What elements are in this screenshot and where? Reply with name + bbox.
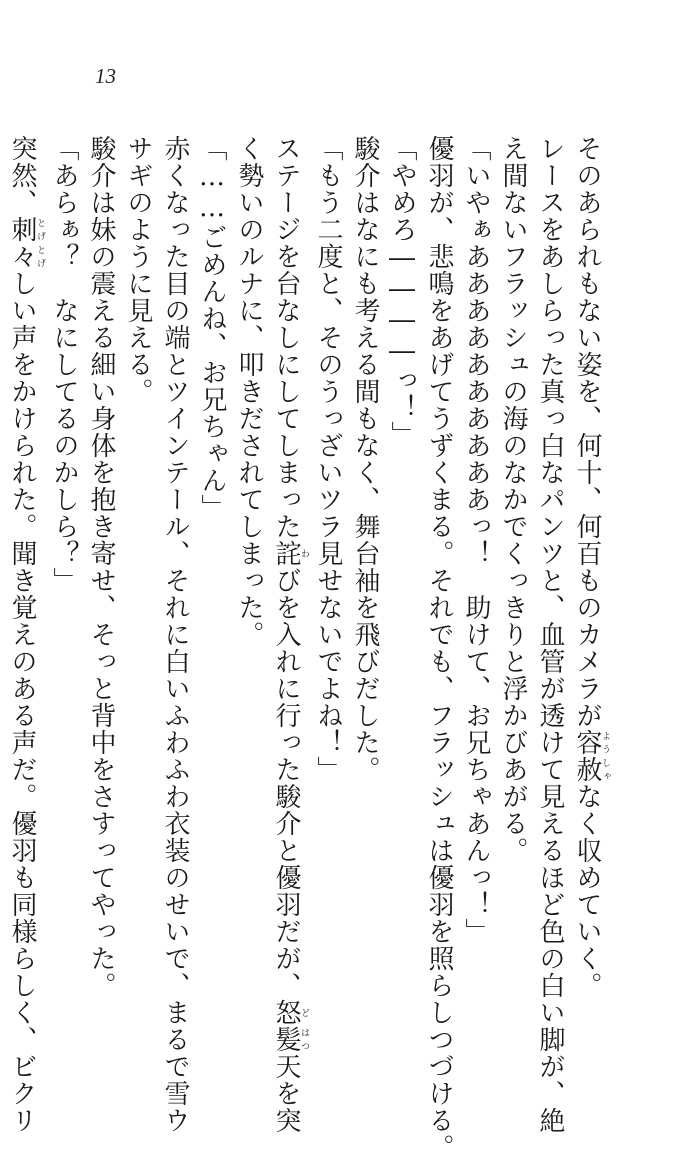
furigana-ruby: 髪はつ [271,1026,309,1053]
furigana-reading: ようしゃ [600,729,610,783]
text-line: そのあられもない姿を、何十、何百ものカメラが容赦ようしゃなく収めていく。 [572,135,610,999]
text-line: レースをあしらった真っ白なパンツと、血管が透けて見えるほど色の白い脚が、絶 [535,135,565,1134]
furigana-reading: はつ [299,1026,309,1053]
text-line: ステージを台なしにしてしまった詫わびを入れに行った駿介と優羽だが、怒ど髪はつ天を突 [271,135,309,1134]
text-line: 突然、刺々とげとげしい声をかけられた。聞き覚えのある声だ。優羽も同様らしく、ビクリ [7,135,45,1134]
furigana-ruby: 詫わ [271,540,309,567]
vertical-text-body [3,135,610,1161]
text-line: 「もう二度と、そのうっざいツラ見せないでよね！」 [313,135,343,783]
text-line: え間ないフラッシュの海のなかでくっきりと浮かびあがる。 [498,135,528,864]
furigana-reading: わ [299,540,309,567]
furigana-ruby: 怒ど [271,999,309,1026]
furigana-reading: とげとげ [35,216,45,270]
text-line: 優羽が、悲鳴をあげてうずくまる。それでも、フラッシュは優羽を照らしつづける。 [424,135,454,1161]
text-line: 赤くなった目の端とツインテール、それに白いふわふわ衣装のせいで、まるで雪ウ [160,135,190,1134]
furigana-ruby: 刺々とげとげ [7,216,45,270]
text-line: サギのように見える。 [123,135,153,405]
page-number: 13 [95,64,116,88]
text-line: 「あらぁ？ なにしてるのかしら？」 [49,135,79,594]
text-line: く勢いのルナに、叩きだされてしまった。 [234,135,264,648]
text-line: 「やめろ――――っ！」 [387,135,417,448]
text-line: 駿介は妹の震える細い身体を抱き寄せ、そっと背中をさすってやった。 [86,135,116,999]
text-line: 駿介はなにも考える間もなく、舞台袖を飛びだした。 [350,135,380,783]
text-line: 「いやぁああああああああああっ！ 助けて、お兄ちゃあんっ！」 [461,135,491,945]
text-line: 「……ごめんね、お兄ちゃん」 [197,135,227,521]
furigana-ruby: 容赦ようしゃ [572,729,610,783]
furigana-reading: ど [299,999,309,1026]
